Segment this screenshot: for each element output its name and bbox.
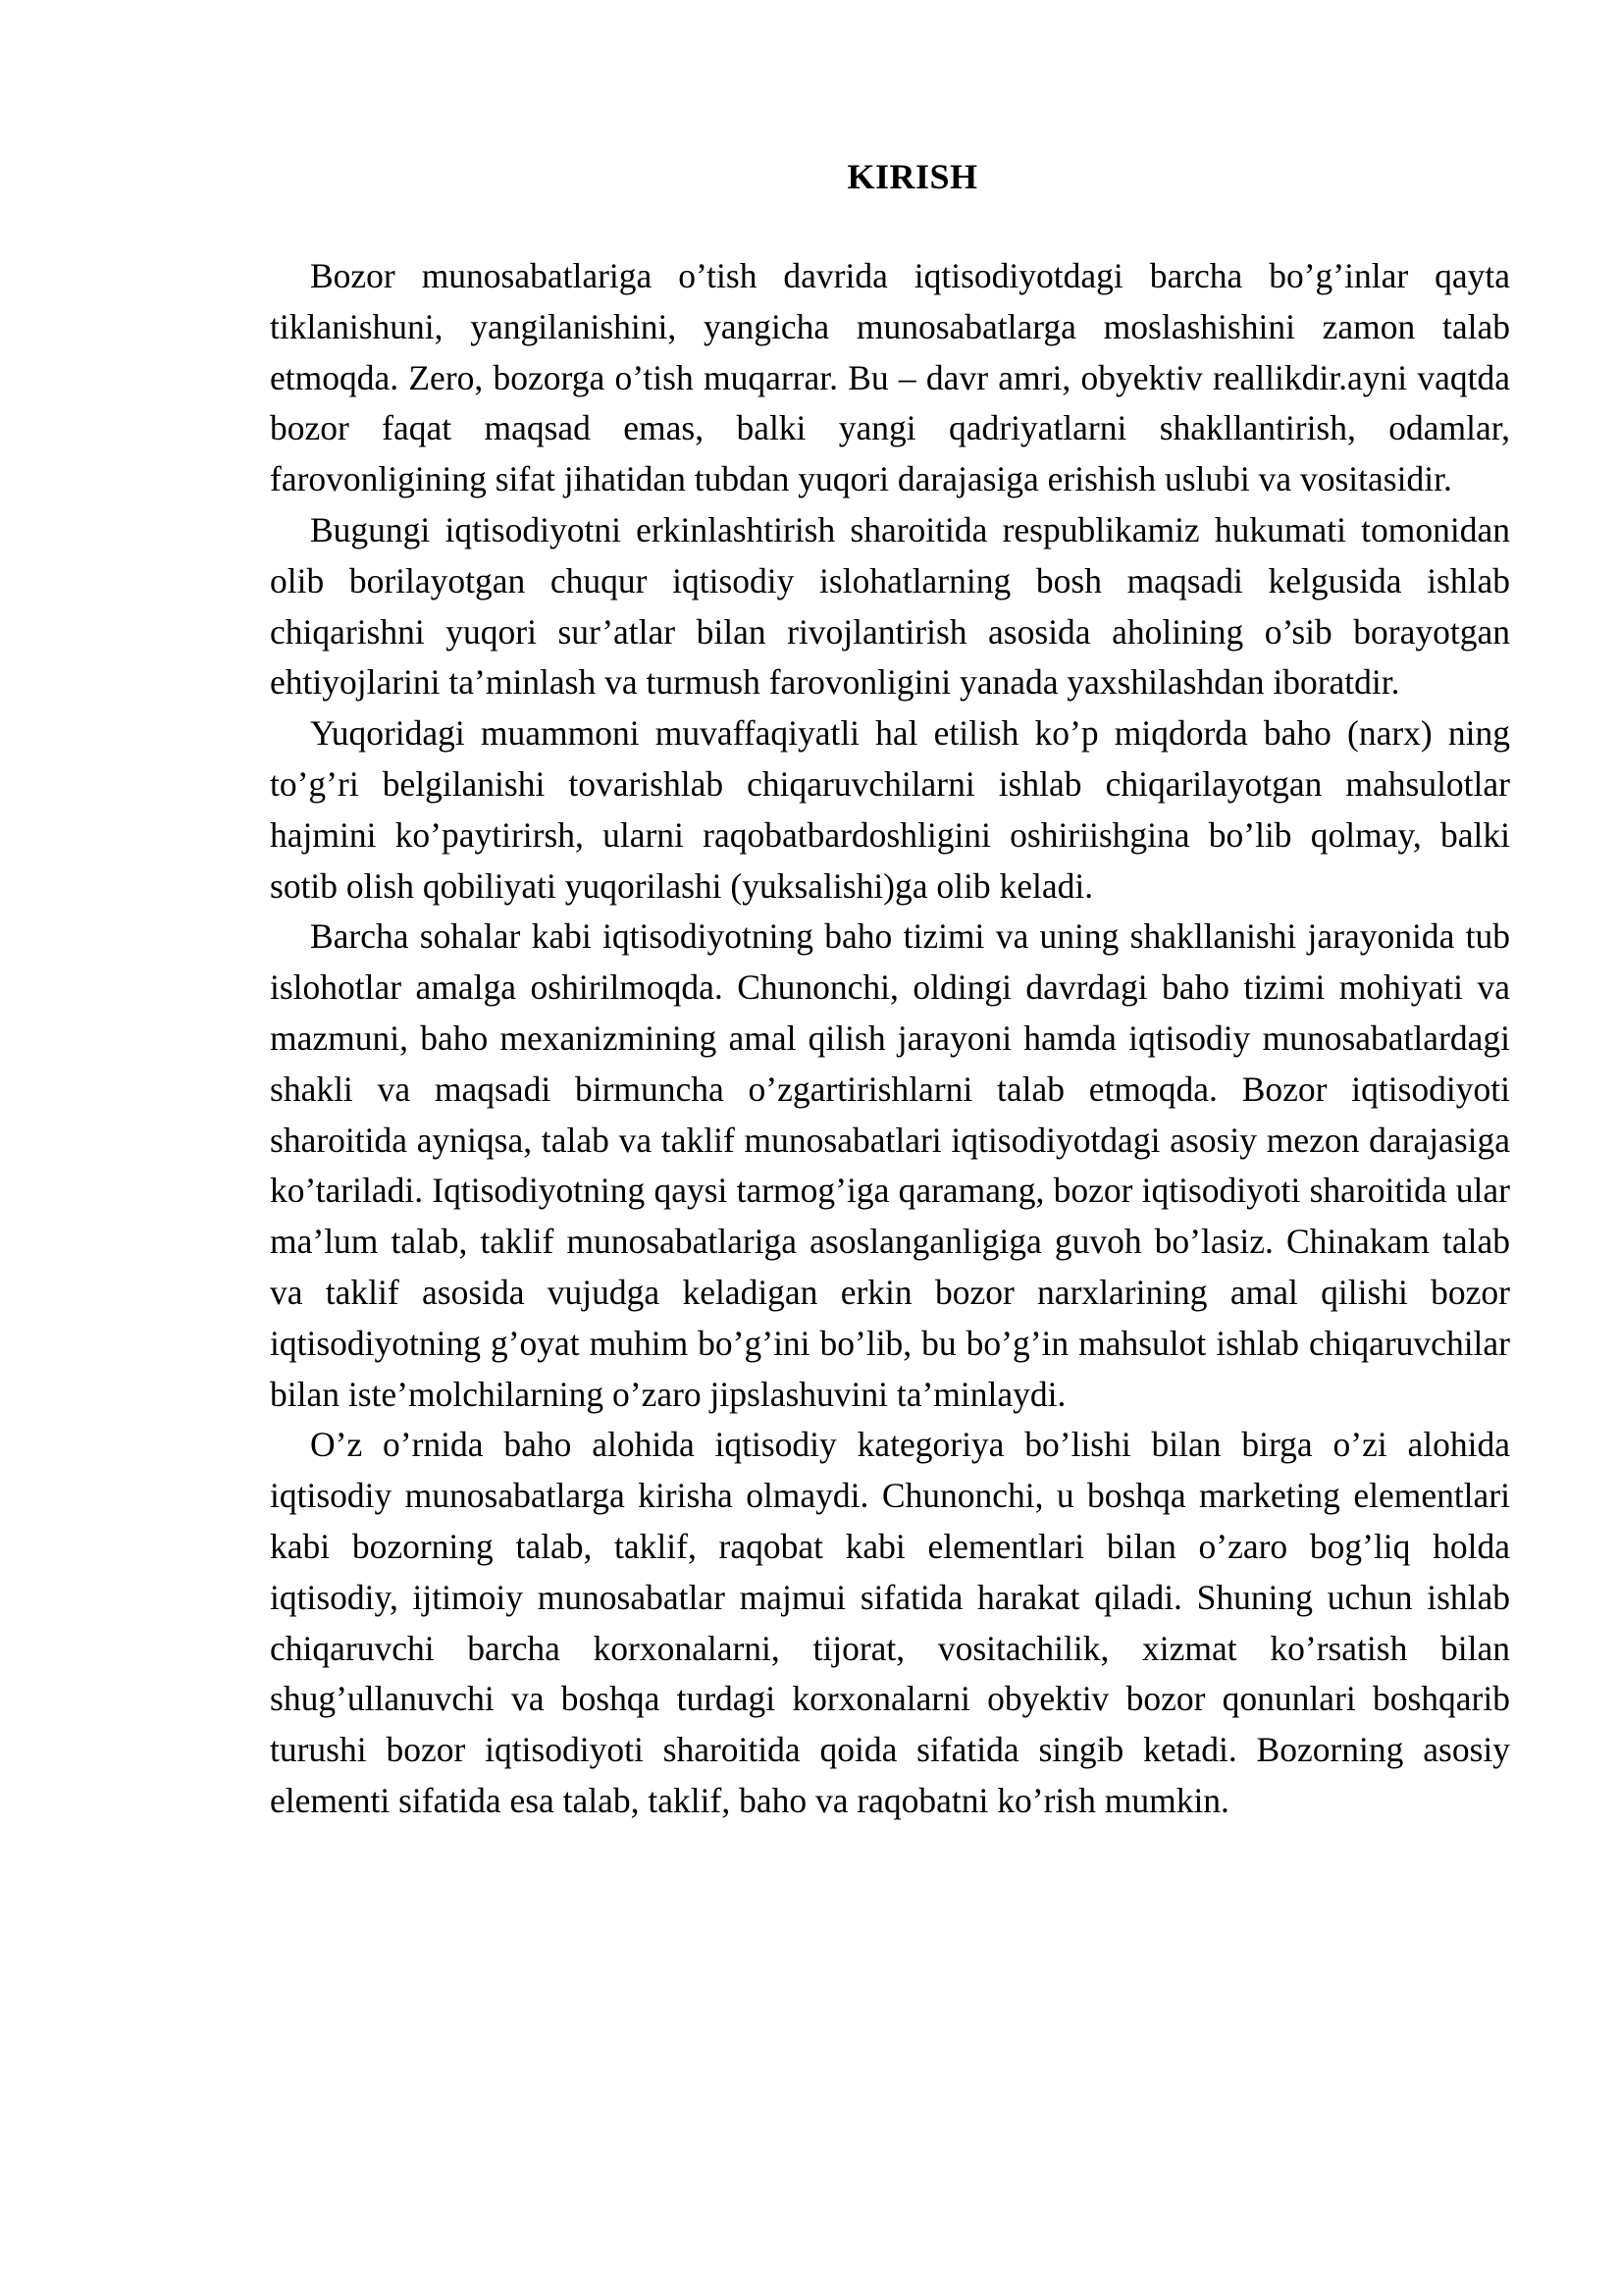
paragraph: Yuqoridagi muammoni muvaffaqiyatli hal etilish ko’p miqdorda baho (narx) ning to’g’ri belgilanishi tovarishlab chiqaruvchilarni ishlab chiqarilayotgan mahsulotlar hajmini ko’paytirirsh, ularni raqobatbardoshligini oshiriishgina bo’lib qolmay, balki sotib olish qobiliyati yuqorilashi (yuksalishi)ga olib keladi. bbox=[270, 713, 1510, 906]
paragraph: O’z o’rnida baho alohida iqtisodiy kategoriya bo’lishi bilan birga o’zi alohida iqtisodiy munosabatlarga kirisha olmaydi. Chunonchi, u boshqa marketing elementlari kabi bozorning talab, taklif, raqobat kabi elementlari bilan o’zaro bog’liq holda iqtisodiy, ijtimoiy munosabatlar majmui sifatida harakat qiladi. Shuning uchun ishlab chiqaruvchi barcha korxonalarni, tijorat, vositachilik, xizmat ko’rsatish bilan shug’ullanuvchi va boshqa turdagi korxonalarni obyektiv bozor qonunlari boshqarib turushi bozor iqtisodiyoti sharoitida qoida sifatida singib ketadi. Bozorning asosiy elementi sifatida esa talab, taklif, baho va raqobatni ko’rish mumkin. bbox=[270, 1425, 1510, 1820]
body-text bbox=[270, 251, 1510, 1827]
paragraph: Bugungi iqtisodiyotni erkinlashtirish sharoitida respublikamiz hukumati tomonidan olib borilayotgan chuqur iqtisodiy islohatlarning bosh maqsadi kelgusida ishlab chiqarishni yuqori sur’atlar bilan rivojlantirish asosida aholining o’sib borayotgan ehtiyojlarini ta’minlash va turmush farovonligini yanada yaxshilashdan iboratdir. bbox=[270, 509, 1510, 703]
paragraph: Bozor munosabatlariga o’tish davrida iqtisodiyotdagi barcha bo’g’inlar qayta tiklanishuni, yangilanishini, yangicha munosabatlarga moslashishini zamon talab etmoqda. Zero, bozorga o’tish muqarrar. Bu – davr amri, obyektiv reallikdir.ayni vaqtda bozor faqat maqsad emas, balki yangi qadriyatlarni shakllantirish, odamlar, farovonligining sifat jihatidan tubdan yuqori darajasiga erishish uslubi va vositasidir. bbox=[270, 256, 1510, 499]
paragraph: Barcha sohalar kabi iqtisodiyotning baho tizimi va uning shakllanishi jarayonida tub islohotlar amalga oshirilmoqda. Chunonchi, oldingi davrdagi baho tizimi mohiyati va mazmuni, baho mexanizmining amal qilish jarayoni hamda iqtisodiy munosabatlardagi shakli va maqsadi birmuncha o’zgartirishlarni talab etmoqda. Bozor iqtisodiyoti sharoitida ayniqsa, talab va taklif munosabatlari iqtisodiyotdagi asosiy mezon darajasiga ko’tariladi. Iqtisodiyotning qaysi tarmog’iga qaramang, bozor iqtisodiyoti sharoitida ular ma’lum talab, taklif munosabatlariga asoslanganligiga guvoh bo’lasiz. Chinakam talab va taklif asosida vujudga keladigan erkin bozor narxlarining amal qilishi bozor iqtisodiyotning g’oyat muhim bo’g’ini bo’lib, bu bo’g’in mahsulot ishlab chiqaruvchilar bilan iste’molchilarning o’zaro jipslashuvini ta’minlaydi. bbox=[270, 916, 1510, 1414]
page-title: KIRISH bbox=[847, 157, 978, 196]
